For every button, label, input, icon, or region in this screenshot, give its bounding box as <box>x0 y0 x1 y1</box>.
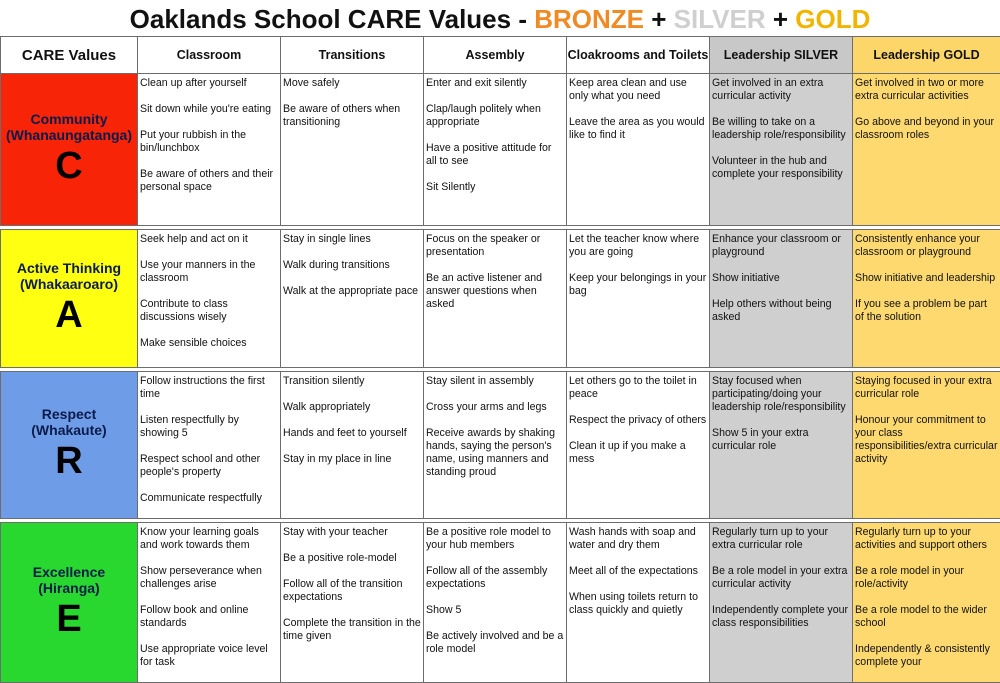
behaviour-item: Stay in single lines <box>283 233 421 246</box>
behaviour-item: Stay silent in assembly <box>426 375 564 388</box>
cell-a-transitions <box>281 230 424 368</box>
behaviour-item: Get involved in two or more extra curricular activities <box>855 77 998 103</box>
behaviour-item: Clap/laugh politely when appropriate <box>426 103 564 129</box>
behaviour-item: Independently complete your class responsibilities <box>712 604 850 630</box>
behaviour-item: Be a role model in your extra curricular activity <box>712 565 850 591</box>
behaviour-item: Keep area clean and use only what you need <box>569 77 707 103</box>
title-gold: GOLD <box>795 4 870 34</box>
behaviour-list <box>855 233 998 324</box>
behaviour-list <box>283 526 421 643</box>
behaviour-list <box>569 233 707 298</box>
behaviour-item: Sit Silently <box>426 181 564 194</box>
behaviour-item: Stay with your teacher <box>283 526 421 539</box>
behaviour-item: Let others go to the toilet in peace <box>569 375 707 401</box>
behaviour-item: Keep your belongings in your bag <box>569 272 707 298</box>
title-main: Oaklands School CARE Values - <box>130 4 535 34</box>
behaviour-item: Respect the privacy of others <box>569 414 707 427</box>
behaviour-item: Follow all of the transition expectations <box>283 578 421 604</box>
behaviour-item: Let the teacher know where you are going <box>569 233 707 259</box>
behaviour-item: Be aware of others and their personal space <box>140 168 278 194</box>
cell-a-silver <box>710 230 853 368</box>
behaviour-item: Get involved in an extra curricular activity <box>712 77 850 103</box>
value-name: Respect <box>1 406 137 422</box>
behaviour-list <box>855 375 998 466</box>
behaviour-item: Stay focused when participating/doing your leadership role/responsibility <box>712 375 850 414</box>
cell-r-silver <box>710 372 853 519</box>
behaviour-item: Walk at the appropriate pace <box>283 285 421 298</box>
header-cloakrooms: Cloakrooms and Toilets <box>567 37 710 74</box>
cell-e-classroom <box>138 523 281 683</box>
behaviour-list <box>855 77 998 142</box>
behaviour-item: Transition silently <box>283 375 421 388</box>
behaviour-item: Sit down while you're eating <box>140 103 278 116</box>
header-row <box>1 37 1000 74</box>
cell-r-cloakrooms <box>567 372 710 519</box>
behaviour-list <box>140 526 278 669</box>
behaviour-item: Move safely <box>283 77 421 90</box>
behaviour-item: Cross your arms and legs <box>426 401 564 414</box>
behaviour-item: Follow book and online standards <box>140 604 278 630</box>
behaviour-item: Complete the transition in the time given <box>283 617 421 643</box>
behaviour-item: Wash hands with soap and water and dry them <box>569 526 707 552</box>
value-cell-e <box>1 523 138 683</box>
value-cell-a <box>1 230 138 368</box>
value-name: Excellence <box>1 564 137 580</box>
behaviour-item: Clean it up if you make a mess <box>569 440 707 466</box>
value-name: Active Thinking <box>1 260 137 276</box>
behaviour-item: Independently & consistently complete your <box>855 643 998 669</box>
behaviour-item: Follow all of the assembly expectations <box>426 565 564 591</box>
behaviour-list <box>426 77 564 194</box>
value-letter: E <box>1 596 137 642</box>
cell-c-gold <box>853 74 1000 226</box>
behaviour-item: Focus on the speaker or presentation <box>426 233 564 259</box>
cell-c-cloakrooms <box>567 74 710 226</box>
cell-r-transitions <box>281 372 424 519</box>
behaviour-item: Have a positive attitude for all to see <box>426 142 564 168</box>
behaviour-list <box>140 233 278 350</box>
behaviour-item: Use appropriate voice level for task <box>140 643 278 669</box>
cell-r-classroom <box>138 372 281 519</box>
behaviour-item: Staying focused in your extra curricular role <box>855 375 998 401</box>
value-maori-name: (Hiranga) <box>1 580 137 596</box>
behaviour-item: Be actively involved and be a role model <box>426 630 564 656</box>
cell-a-assembly <box>424 230 567 368</box>
behaviour-item: Regularly turn up to your extra curricular role <box>712 526 850 552</box>
behaviour-item: Show initiative <box>712 272 850 285</box>
behaviour-list <box>569 77 707 142</box>
behaviour-item: Walk during transitions <box>283 259 421 272</box>
header-transitions: Transitions <box>281 37 424 74</box>
title-bronze: BRONZE <box>534 4 644 34</box>
behaviour-item: Show perseverance when challenges arise <box>140 565 278 591</box>
header-assembly: Assembly <box>424 37 567 74</box>
cell-c-silver <box>710 74 853 226</box>
behaviour-list <box>426 233 564 311</box>
behaviour-list <box>426 526 564 656</box>
behaviour-list <box>855 526 998 669</box>
behaviour-list <box>712 526 850 630</box>
behaviour-item: Clean up after yourself <box>140 77 278 90</box>
cell-e-transitions <box>281 523 424 683</box>
title-plus: + <box>644 4 674 34</box>
behaviour-list <box>712 375 850 453</box>
behaviour-item: Contribute to class discussions wisely <box>140 298 278 324</box>
behaviour-item: Make sensible choices <box>140 337 278 350</box>
behaviour-item: Be an active listener and answer questions when asked <box>426 272 564 311</box>
cell-a-cloakrooms <box>567 230 710 368</box>
behaviour-item: Put your rubbish in the bin/lunchbox <box>140 129 278 155</box>
header-leadership-gold: Leadership GOLD <box>853 37 1000 74</box>
behaviour-list <box>426 375 564 479</box>
behaviour-item: Show 5 <box>426 604 564 617</box>
cell-e-silver <box>710 523 853 683</box>
behaviour-item: Leave the area as you would like to find it <box>569 116 707 142</box>
behaviour-item: Volunteer in the hub and complete your responsibility <box>712 155 850 181</box>
behaviour-list <box>283 233 421 298</box>
value-cell-c <box>1 74 138 226</box>
behaviour-item: Enter and exit silently <box>426 77 564 90</box>
value-maori-name: (Whanaungatanga) <box>1 127 137 143</box>
behaviour-list <box>712 77 850 181</box>
cell-c-transitions <box>281 74 424 226</box>
behaviour-item: Help others without being asked <box>712 298 850 324</box>
header-classroom: Classroom <box>138 37 281 74</box>
behaviour-item: Know your learning goals and work towards them <box>140 526 278 552</box>
behaviour-item: Regularly turn up to your activities and support others <box>855 526 998 552</box>
cell-r-assembly <box>424 372 567 519</box>
behaviour-item: Go above and beyond in your classroom roles <box>855 116 998 142</box>
behaviour-item: When using toilets return to class quickly and quietly <box>569 591 707 617</box>
behaviour-item: Be willing to take on a leadership role/responsibility <box>712 116 850 142</box>
behaviour-item: Receive awards by shaking hands, saying the person's name, using manners and standing proud <box>426 427 564 479</box>
behaviour-list <box>140 77 278 194</box>
behaviour-item: Follow instructions the first time <box>140 375 278 401</box>
behaviour-item: Hands and feet to yourself <box>283 427 421 440</box>
behaviour-item: Use your manners in the classroom <box>140 259 278 285</box>
behaviour-item: Enhance your classroom or playground <box>712 233 850 259</box>
value-letter: A <box>1 292 137 338</box>
behaviour-item: Be aware of others when transitioning <box>283 103 421 129</box>
behaviour-item: Respect school and other people's property <box>140 453 278 479</box>
behaviour-list <box>569 526 707 617</box>
behaviour-item: Honour your commitment to your class responsibilities/extra curricular activity <box>855 414 998 466</box>
behaviour-item: Be a role model in your role/activity <box>855 565 998 591</box>
care-values-table <box>0 36 1000 683</box>
title-plus: + <box>766 4 796 34</box>
value-row-e <box>1 523 1000 683</box>
value-name: Community <box>1 111 137 127</box>
behaviour-list <box>712 233 850 324</box>
behaviour-item: Meet all of the expectations <box>569 565 707 578</box>
behaviour-item: Walk appropriately <box>283 401 421 414</box>
cell-e-gold <box>853 523 1000 683</box>
behaviour-item: If you see a problem be part of the solution <box>855 298 998 324</box>
page-title <box>0 0 1000 37</box>
value-maori-name: (Whakaaroaro) <box>1 276 137 292</box>
cell-c-assembly <box>424 74 567 226</box>
value-letter: R <box>1 438 137 484</box>
header-care-values: CARE Values <box>1 37 138 74</box>
title-silver: SILVER <box>674 4 766 34</box>
behaviour-item: Listen respectfully by showing 5 <box>140 414 278 440</box>
behaviour-list <box>569 375 707 466</box>
behaviour-item: Communicate respectfully <box>140 492 278 505</box>
cell-e-assembly <box>424 523 567 683</box>
cell-c-classroom <box>138 74 281 226</box>
value-cell-r <box>1 372 138 519</box>
behaviour-list <box>283 77 421 129</box>
behaviour-item: Show initiative and leadership <box>855 272 998 285</box>
value-row-c <box>1 74 1000 226</box>
value-row-r <box>1 372 1000 519</box>
cell-r-gold <box>853 372 1000 519</box>
behaviour-item: Seek help and act on it <box>140 233 278 246</box>
cell-e-cloakrooms <box>567 523 710 683</box>
behaviour-item: Stay in my place in line <box>283 453 421 466</box>
behaviour-list <box>140 375 278 505</box>
cell-a-classroom <box>138 230 281 368</box>
behaviour-item: Show 5 in your extra curricular role <box>712 427 850 453</box>
value-letter: C <box>1 143 137 189</box>
behaviour-item: Be a positive role-model <box>283 552 421 565</box>
value-row-a <box>1 230 1000 368</box>
header-leadership-silver: Leadership SILVER <box>710 37 853 74</box>
behaviour-list <box>283 375 421 466</box>
behaviour-item: Be a role model to the wider school <box>855 604 998 630</box>
behaviour-item: Be a positive role model to your hub members <box>426 526 564 552</box>
behaviour-item: Consistently enhance your classroom or playground <box>855 233 998 259</box>
cell-a-gold <box>853 230 1000 368</box>
value-maori-name: (Whakaute) <box>1 422 137 438</box>
